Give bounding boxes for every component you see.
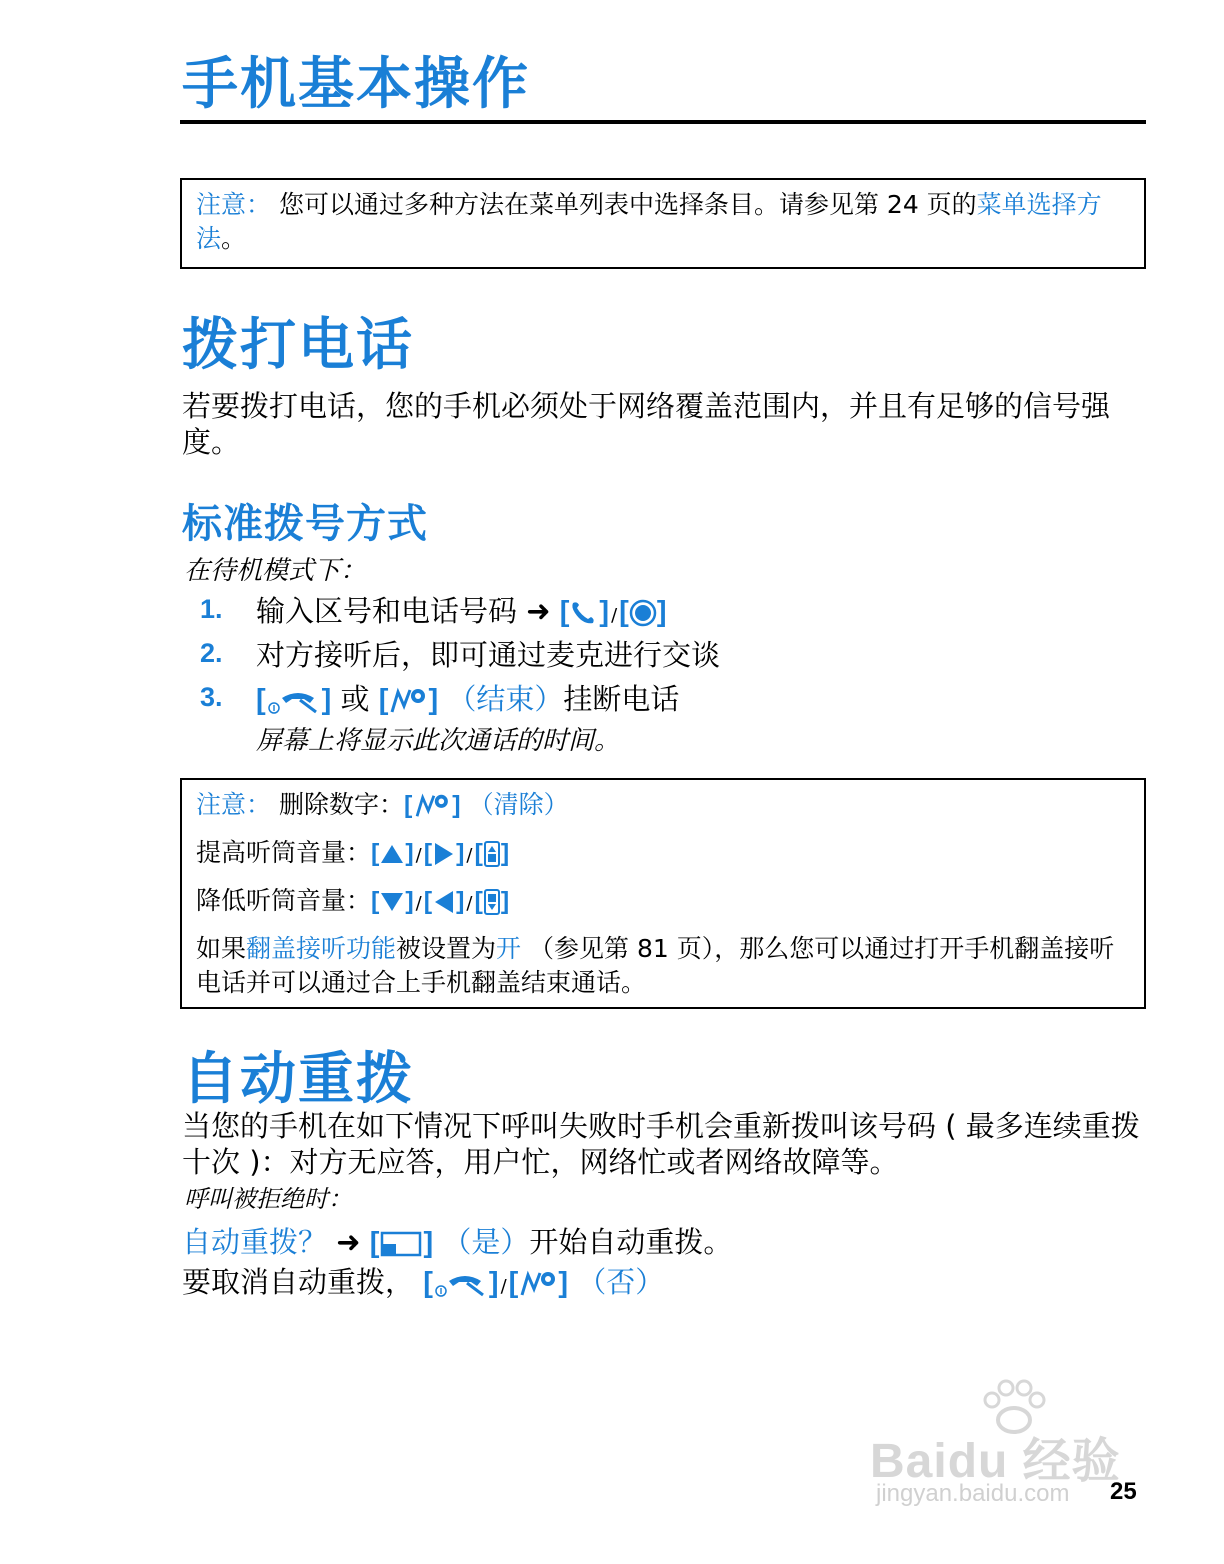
right-key: [ ] bbox=[423, 839, 465, 867]
soft-key: [ ] bbox=[378, 684, 439, 716]
note-label: 注意： bbox=[196, 190, 272, 219]
up-arrow-icon bbox=[379, 842, 405, 866]
note-label: 注意： bbox=[196, 790, 272, 819]
heading-make-call: 拨打电话 bbox=[182, 313, 414, 378]
step-number: 2. bbox=[200, 638, 223, 668]
volume-down-text: 降低听筒音量： bbox=[196, 886, 372, 915]
step-1: 输入区号和电话号码 ➜ [ ] /[ ] bbox=[256, 594, 667, 628]
end-key: [ ] bbox=[256, 684, 332, 716]
step-2-text: 对方接听后，即可通过麦克进行交谈 bbox=[256, 638, 721, 672]
left-soft-key: [ ] bbox=[369, 1227, 434, 1259]
right-arrow-icon bbox=[432, 841, 456, 867]
auto-redial-intro: 当您的手机在如下情况下呼叫失败时手机会重新拨叫该号码 ( 最多连续重拨十次 )：对方无应答，用户忙，网络忙或者网络故障等。 bbox=[182, 1109, 1140, 1179]
call-time-note: 屏幕上将显示此次通话的时间。 bbox=[256, 726, 621, 756]
redial-cancel-text: 要取消自动重拨， bbox=[182, 1265, 415, 1299]
soft-key-icon bbox=[518, 1269, 558, 1299]
step-3-end: 挂断电话 bbox=[563, 682, 680, 716]
volume-down-row: 降低听筒音量：[ ] /[ ] /[ ] bbox=[196, 886, 510, 915]
redial-cancel-row: 要取消自动重拨， [ ] /[ ] （否） bbox=[182, 1265, 665, 1299]
flip-answer-row: 如果翻盖接听功能被设置为开 （参见第 81 页），那么您可以通过打开手机翻盖接听电话并可以通过合上手机翻盖结束通话。 bbox=[196, 934, 1115, 997]
note-box-menu-selection bbox=[180, 178, 1146, 269]
no-soft-label: （否） bbox=[577, 1265, 665, 1299]
side-up-key: [ ] bbox=[474, 839, 510, 867]
end-call-icon bbox=[266, 686, 322, 716]
delete-digit-row bbox=[196, 788, 1126, 822]
heading-auto-redial: 自动重拨 bbox=[182, 1047, 414, 1112]
up-key: [ ] bbox=[371, 839, 414, 867]
yes-soft-label: （是） bbox=[442, 1225, 530, 1259]
step-number: 1. bbox=[200, 594, 223, 624]
soft-key-icon bbox=[388, 686, 428, 716]
left-key: [ ] bbox=[423, 887, 465, 915]
ok-key: [ ] bbox=[619, 596, 667, 628]
left-arrow-icon bbox=[432, 889, 456, 915]
volume-up-text: 提高听筒音量： bbox=[196, 838, 372, 867]
menu-selection-link[interactable]: 菜单选择方法 bbox=[196, 190, 1102, 253]
heading-standard-dial: 标准拨号方式 bbox=[182, 501, 428, 547]
down-key: [ ] bbox=[371, 887, 414, 915]
note-box-call-tips bbox=[180, 778, 1146, 1009]
watermark-url: jingyan.baidu.com bbox=[876, 1480, 1070, 1507]
watermark-brand: Baidu 经验 bbox=[870, 1435, 1121, 1488]
step-number: 3. bbox=[200, 682, 223, 712]
note-end: 。 bbox=[221, 224, 247, 253]
soft-key: [ ] bbox=[403, 791, 461, 819]
standby-context: 在待机模式下： bbox=[184, 556, 367, 586]
soft-key: [ ] bbox=[508, 1267, 568, 1299]
step-3 bbox=[256, 681, 679, 718]
soft-key-icon bbox=[412, 792, 452, 820]
page-title: 手机基本操作 bbox=[182, 52, 530, 117]
center-button-icon bbox=[629, 599, 657, 627]
redial-prompt: 自动重拨？ bbox=[182, 1225, 328, 1259]
side-volume-down-icon bbox=[483, 888, 501, 916]
page-number: 25 bbox=[1110, 1478, 1137, 1505]
note-body: 您可以通过多种方法在菜单列表中选择条目。请参见第 24 页的 bbox=[271, 190, 977, 219]
left-softkey-icon bbox=[379, 1230, 423, 1258]
step-1-text: 输入区号和电话号码 ➜ bbox=[256, 594, 560, 628]
title-divider bbox=[180, 120, 1146, 124]
step-3-or: 或 bbox=[331, 682, 379, 716]
side-down-key: [ ] bbox=[474, 887, 510, 915]
redial-start-text: 开始自动重拨。 bbox=[529, 1225, 733, 1259]
volume-up-row: 提高听筒音量：[ ] /[ ] /[ ] bbox=[196, 838, 510, 867]
end-soft-label: （结束） bbox=[447, 682, 564, 716]
flip-on-value: 开 bbox=[496, 934, 522, 963]
phone-send-icon bbox=[569, 599, 599, 627]
down-arrow-icon bbox=[379, 890, 405, 914]
make-call-intro: 若要拨打电话，您的手机必须处于网络覆盖范围内，并且有足够的信号强度。 bbox=[182, 389, 1111, 459]
send-key: [ ] bbox=[559, 596, 610, 628]
call-rejected-context: 呼叫被拒绝时： bbox=[184, 1185, 352, 1213]
clear-soft-label: （清除） bbox=[468, 790, 569, 819]
note-text bbox=[196, 188, 1126, 256]
redial-prompt-row bbox=[182, 1224, 1142, 1261]
flip-answer-link[interactable]: 翻盖接听功能 bbox=[246, 934, 397, 963]
redial-arrow: ➜ bbox=[327, 1225, 370, 1259]
end-key: [ ] bbox=[423, 1267, 499, 1299]
side-volume-up-icon bbox=[483, 840, 501, 868]
end-call-icon bbox=[433, 1269, 489, 1299]
delete-text: 删除数字： bbox=[271, 790, 404, 819]
